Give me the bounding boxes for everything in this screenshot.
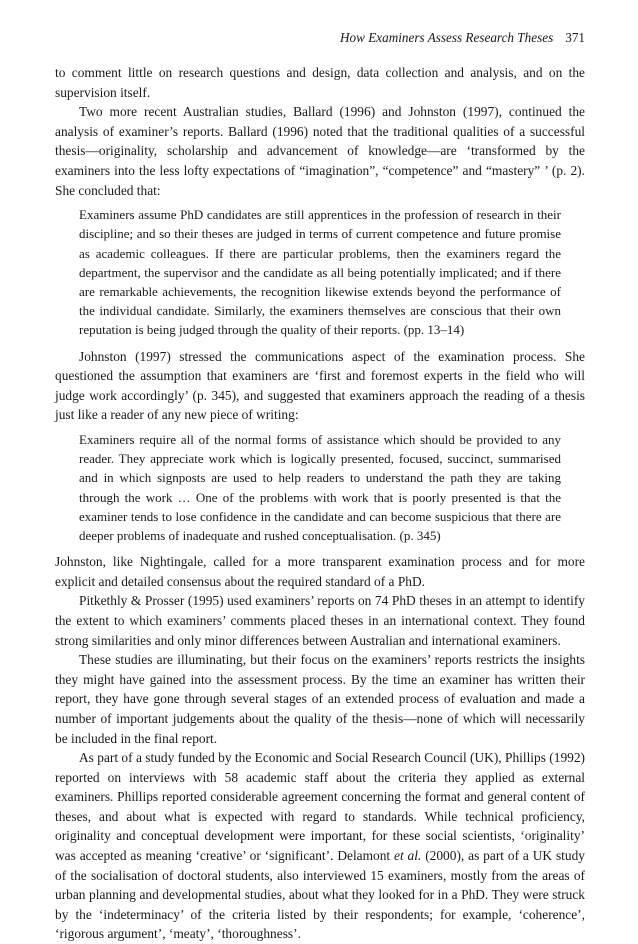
text-delamont: (2000), as part of a UK study of the socialisation of doctoral students, also interviewed 15 examiners, mostly from the areas of urban planning and developmental studies, about what they looked for in a PhD. They were struck by the ‘indeterminacy’ of the criteria listed by their respondents; for example, ‘coherence’, ‘rigorous argument’, ‘meaty’, ‘thoroughness’.	[55, 848, 585, 942]
text-et-al: et al.	[394, 848, 422, 864]
paragraph-illuminating: These studies are illuminating, but their focus on the examiners’ reports restricts the insights they might have gained into the assessment process. By the time an examiner has written their report, they have gone through several stages of an extended process of evaluation and made a number of important judgements about the quality of the thesis—none of which will necessarily be included in the final report.	[55, 652, 585, 746]
running-header	[55, 29, 585, 47]
page-number: 371	[565, 30, 585, 45]
paragraph-phillips-delamont	[55, 748, 585, 944]
block-quote-johnston: Examiners require all of the normal forms of assistance which should be provided to any reader. They appreciate work which is logically presented, focused, succinct, summarised and in which signposts are used to help readers to understand the path they are taking through the work … One of the problems with work that is poorly presented is that the examiner tends to lose confidence in the candidate and can become suspicious that there are deeper problems of inadequate and rushed conceptualisation. (p. 345)	[79, 431, 561, 543]
page	[55, 29, 585, 944]
text-phillips: As part of a study funded by the Economic and Social Research Council (UK), Phillips (1992) reported on interviews with 58 academic staff about the criteria they applied as external examiners. Phillips reported considerable agreement concerning the format and general content of theses, and about what is expected with regard to standards. While technical proficiency, originality and conceptual development were important, for these social scientists, ‘originality’ was accepted as meaning ‘creative’ or ‘significant’. Delamont	[55, 750, 585, 864]
paragraph-johnston: Johnston (1997) stressed the communications aspect of the examination process. She questioned the assumption that examiners are ‘first and foremost experts in the field who will judge work accordingly’ (p. 345), and suggested that examiners approach the reading of a thesis just like a reader of any new piece of writing:	[55, 348, 585, 423]
paragraph-continuation: to comment little on research questions and design, data collection and analysis, and on the supervision itself.	[55, 65, 585, 100]
paragraph-ballard-johnston: Two more recent Australian studies, Ballard (1996) and Johnston (1997), continued the analysis of examiner’s reports. Ballard (1996) noted that the traditional qualities of a successful thesis—originality, scholarship and advancement of knowledge—are ‘transformed by the examiners into the less lofty expectations of “imagination”, “competence” and “mastery” ’ (p. 2). She concluded that:	[55, 104, 585, 198]
block-quote-ballard: Examiners assume PhD candidates are still apprentices in the profession of research in their discipline; and so their theses are judged in terms of current competence and future promise as academic colleagues. If there are particular problems, then the examiners regard the department, the supervisor and the candidate as all being potentially implicated; and if there are remarkable achievements, the recognition likewise extends beyond the performance of the individual candidate. Similarly, the examiners themselves are conscious that their own reputation is being judged through the quality of their reports. (pp. 13–14)	[79, 207, 561, 338]
paragraph-nightingale: Johnston, like Nightingale, called for a more transparent examination process and for more explicit and detailed consensus about the required standard of a PhD.	[55, 554, 585, 589]
running-title: How Examiners Assess Research Theses	[340, 30, 554, 45]
paragraph-pitkethly-prosser: Pitkethly & Prosser (1995) used examiners’ reports on 74 PhD theses in an attempt to identify the extent to which examiners’ comments placed theses in an international context. They found strong similarities and only minor differences between Australian and international examiners.	[55, 593, 585, 648]
